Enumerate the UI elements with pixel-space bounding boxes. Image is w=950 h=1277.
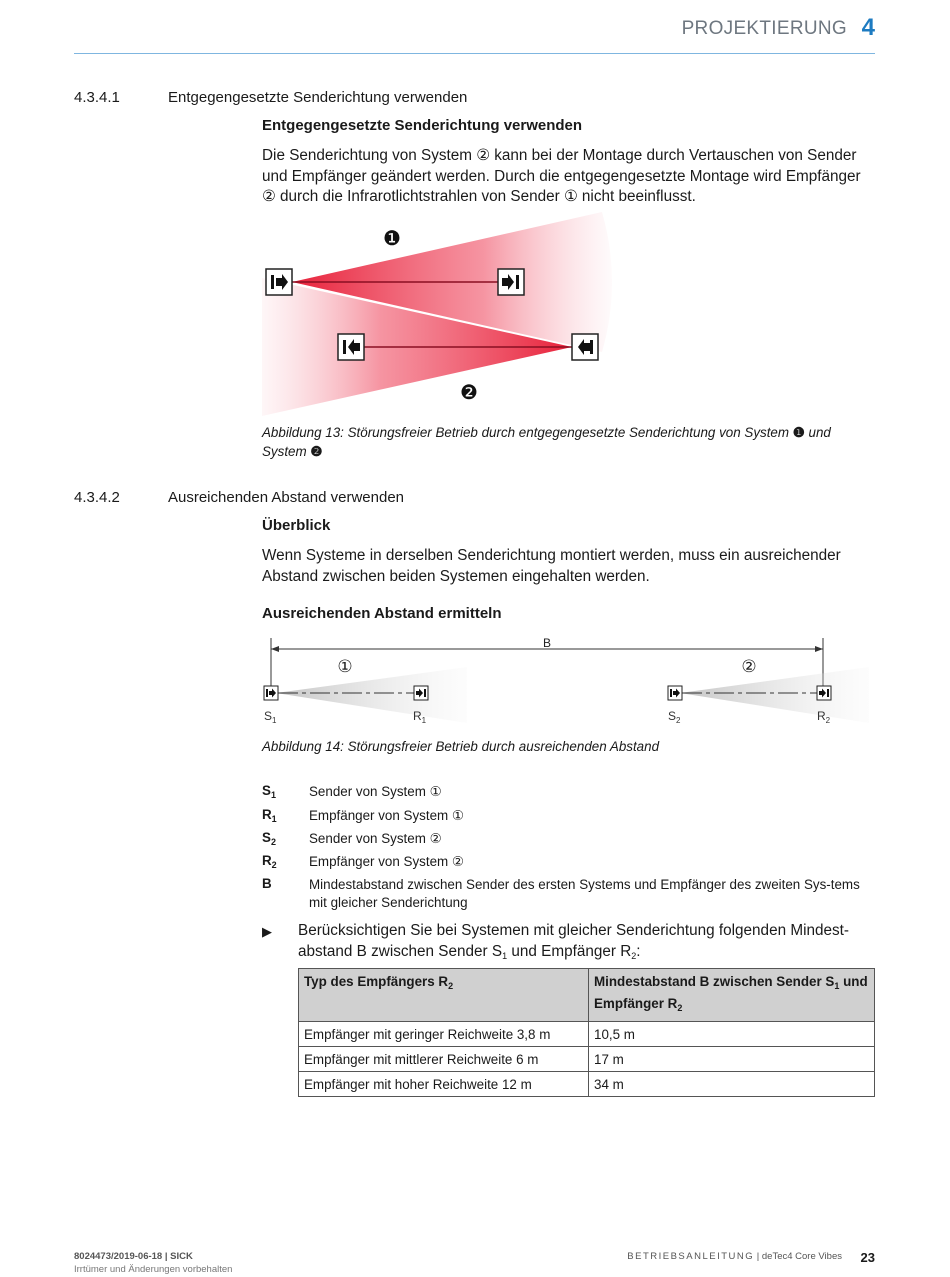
table-header-row <box>299 969 875 1022</box>
sender-1-icon <box>266 269 292 295</box>
table-row <box>299 1022 875 1047</box>
table-cell-type: Empfänger mit geringer Reichweite 3,8 m <box>299 1022 589 1047</box>
system-2-marker-fig14: ② <box>741 657 757 677</box>
table-cell-distance: 17 m <box>589 1047 875 1072</box>
figure-13-caption: Abbildung 13: Störungsfreier Betrieb durch entgegengesetzte Senderichtung von System ❶ und System ❷ <box>262 425 831 459</box>
chapter-title: PROJEKTIERUNG <box>681 18 847 39</box>
sender-s2-icon <box>668 686 682 700</box>
sender-2-icon <box>572 334 598 360</box>
distance-table <box>298 968 875 1097</box>
system-1-marker: ❶ <box>383 226 401 250</box>
legend-key-b: B <box>262 876 272 891</box>
receiver-r2-icon <box>817 686 831 700</box>
section-title-1: Entgegengesetzte Senderichtung verwenden <box>168 89 468 106</box>
label-r2: $R_2$ <box>817 709 831 725</box>
label-s2: $S_2$ <box>668 709 681 725</box>
chapter-number: 4 <box>861 14 875 41</box>
opposite-direction-diagram <box>262 212 882 418</box>
determine-distance-heading: Ausreichenden Abstand ermitteln <box>262 605 502 622</box>
footer-disclaimer: Irrtümer und Änderungen vorbehalten <box>74 1264 233 1275</box>
table-cell-distance: 10,5 m <box>589 1022 875 1047</box>
legend-key-s2: $S_2$ <box>262 830 276 847</box>
legend-value-s1: Sender von System ① <box>309 784 442 799</box>
legend-value-b: Mindestabstand zwischen Sender des ersten Systems und Empfänger des zweiten Sys-tems mit gleicher Senderichtung <box>309 877 860 910</box>
label-s1: $S_1$ <box>264 709 277 725</box>
instruction-arrow-icon: ▶ <box>262 924 272 939</box>
section-title-2: Ausreichenden Abstand verwenden <box>168 489 405 506</box>
sender-s1-icon <box>264 686 278 700</box>
dimension-arrow-left <box>271 646 279 652</box>
overview-heading: Überblick <box>262 517 331 534</box>
table-cell-type: Empfänger mit mittlerer Reichweite 6 m <box>299 1047 589 1072</box>
beam-cone-2 <box>680 667 869 723</box>
distance-diagram <box>262 634 874 730</box>
system-2-marker: ❷ <box>460 380 478 404</box>
table-cell-distance: 34 m <box>589 1072 875 1097</box>
table-row <box>299 1072 875 1097</box>
section-number-2: 4.3.4.2 <box>74 489 120 506</box>
table-cell-type: Empfänger mit hoher Reichweite 12 m <box>299 1072 589 1097</box>
legend-key-r2: $R_2$ <box>262 853 277 870</box>
label-r1: $R_1$ <box>413 709 427 725</box>
table-header-min-distance: Mindestabstand B zwischen Sender $S_1$ und Empfänger $R_2$ <box>589 969 875 1022</box>
legend-key-s1: $S_1$ <box>262 783 276 800</box>
legend-key-r1: $R_1$ <box>262 807 277 824</box>
receiver-r1-icon <box>414 686 428 700</box>
section1-paragraph: Die Senderichtung von System ② kann bei der Montage durch Vertauschen von Sender und Empfänger geändert werden. Durch die entgegengesetzte Montage wird Empfänger ② durch die Infrarotlichtstrahlen von Sender ① nicht beeinflusst. <box>262 147 861 205</box>
dimension-arrow-right <box>815 646 823 652</box>
receiver-1-icon <box>498 269 524 295</box>
distance-label: B <box>542 636 552 650</box>
legend-value-r1: Empfänger von System ① <box>309 808 464 823</box>
section-number-1: 4.3.4.1 <box>74 89 120 106</box>
section1-subtitle: Entgegengesetzte Senderichtung verwenden <box>262 117 583 134</box>
legend-value-s2: Sender von System ② <box>309 831 442 846</box>
receiver-2-icon <box>338 334 364 360</box>
figure-14-caption: Abbildung 14: Störungsfreier Betrieb durch ausreichenden Abstand <box>262 739 660 754</box>
system-1-marker-fig14: ① <box>337 657 353 677</box>
legend-value-r2: Empfänger von System ② <box>309 854 464 869</box>
table-row <box>299 1047 875 1072</box>
header-rule <box>74 53 875 54</box>
footer-doc-id: 8024473/2019-06-18 | SICK <box>74 1251 193 1262</box>
footer-doc-info: BETRIEBSANLEITUNG | deTec4 Core Vibes <box>627 1251 842 1262</box>
section2-paragraph: Wenn Systeme in derselben Senderichtung montiert werden, muss ein ausreichender Abstand zwischen beiden Systemen eingehalten werden. <box>262 547 841 585</box>
instruction-text: Berücksichtigen Sie bei Systemen mit gleicher Senderichtung folgenden Mindest-abstand B zwischen Sender $S_1$ und Empfänger $R_2$: <box>298 922 849 961</box>
table-header-receiver-type: Typ des Empfängers $R_2$ <box>299 969 589 1022</box>
beam-cone-1 <box>276 667 467 723</box>
page-number: 23 <box>860 1250 875 1265</box>
